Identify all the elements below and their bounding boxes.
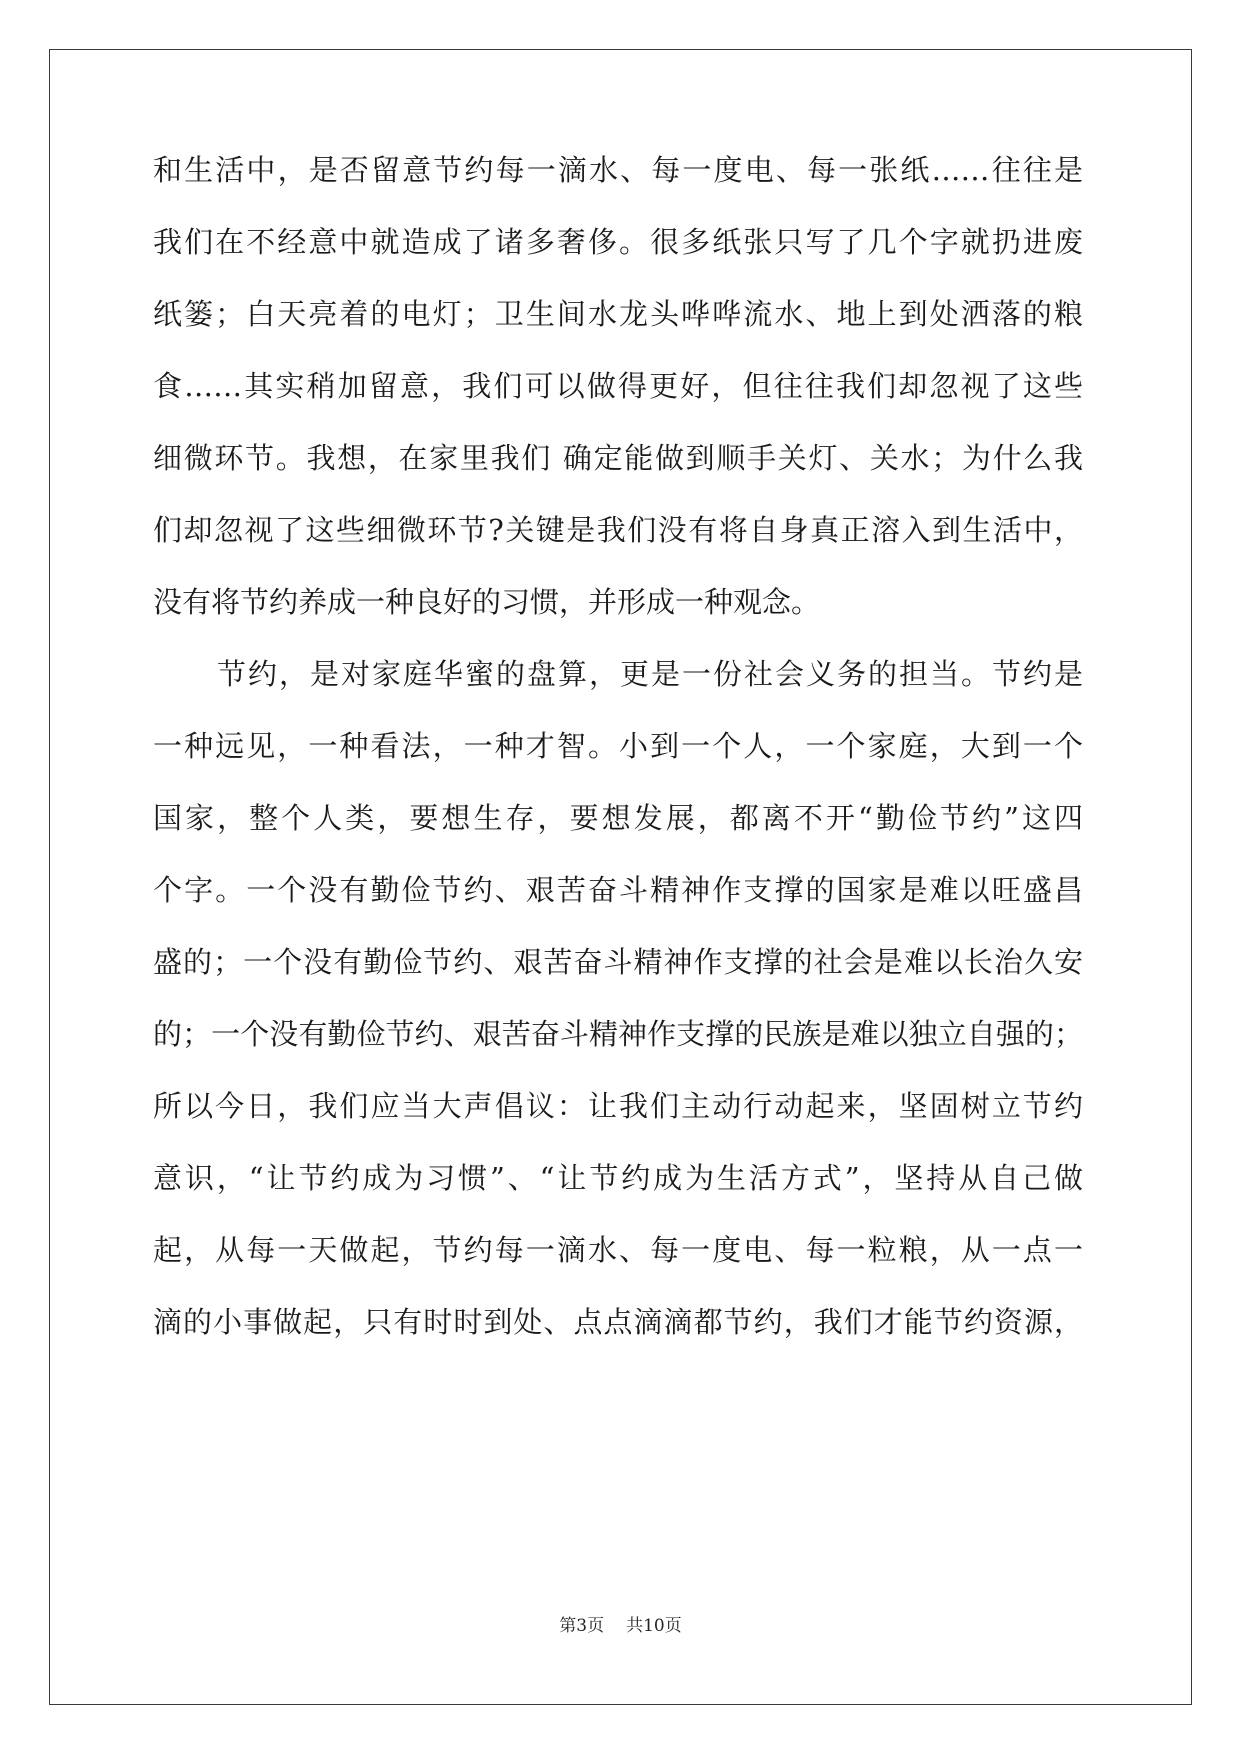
- paragraph-line-13: 的；一个没有勤俭节约、艰苦奋斗精神作支撑的民族是难以独立自强的；: [153, 1017, 1083, 1051]
- paragraph-line-10: 国家，整个人类，要想生存，要想发展，都离不开“勤俭节约”这四: [153, 801, 1083, 835]
- paragraph-line-15: 意识，“让节约成为习惯”、“让节约成为生活方式”，坚持从自己做: [153, 1161, 1083, 1195]
- paragraph-line-8: 节约，是对家庭华蜜的盘算，更是一份社会义务的担当。节约是: [217, 657, 1083, 691]
- page-total: 共10页: [626, 1616, 682, 1636]
- paragraph-line-2: 我们在不经意中就造成了诸多奢侈。很多纸张只写了几个字就扔进废: [153, 225, 1083, 259]
- page-footer: [0, 1614, 1241, 1638]
- paragraph-line-1: 和生活中，是否留意节约每一滴水、每一度电、每一张纸……往往是: [153, 153, 1083, 187]
- paragraph-line-4: 食……其实稍加留意，我们可以做得更好，但往往我们却忽视了这些: [153, 369, 1083, 403]
- paragraph-line-5: 细微环节。我想，在家里我们 确定能做到顺手关灯、关水；为什么我: [153, 441, 1083, 475]
- paragraph-line-14: 所以今日，我们应当大声倡议：让我们主动行动起来，坚固树立节约: [153, 1089, 1083, 1123]
- paragraph-line-17: 滴的小事做起，只有时时到处、点点滴滴都节约，我们才能节约资源，: [153, 1305, 1083, 1339]
- paragraph-line-11: 个字。一个没有勤俭节约、艰苦奋斗精神作支撑的国家是难以旺盛昌: [153, 873, 1083, 907]
- page-current: 第3页: [559, 1616, 605, 1636]
- paragraph-line-12: 盛的；一个没有勤俭节约、艰苦奋斗精神作支撑的社会是难以长治久安: [153, 945, 1083, 979]
- paragraph-line-6: 们却忽视了这些细微环节?关键是我们没有将自身真正溶入到生活中，: [153, 513, 1083, 547]
- paragraph-line-16: 起，从每一天做起，节约每一滴水、每一度电、每一粒粮，从一点一: [153, 1233, 1083, 1267]
- paragraph-line-7: 没有将节约养成一种良好的习惯，并形成一种观念。: [153, 585, 821, 619]
- paragraph-line-9: 一种远见，一种看法，一种才智。小到一个人，一个家庭，大到一个: [153, 729, 1083, 763]
- paragraph-line-3: 纸篓；白天亮着的电灯；卫生间水龙头哗哗流水、地上到处洒落的粮: [153, 297, 1083, 331]
